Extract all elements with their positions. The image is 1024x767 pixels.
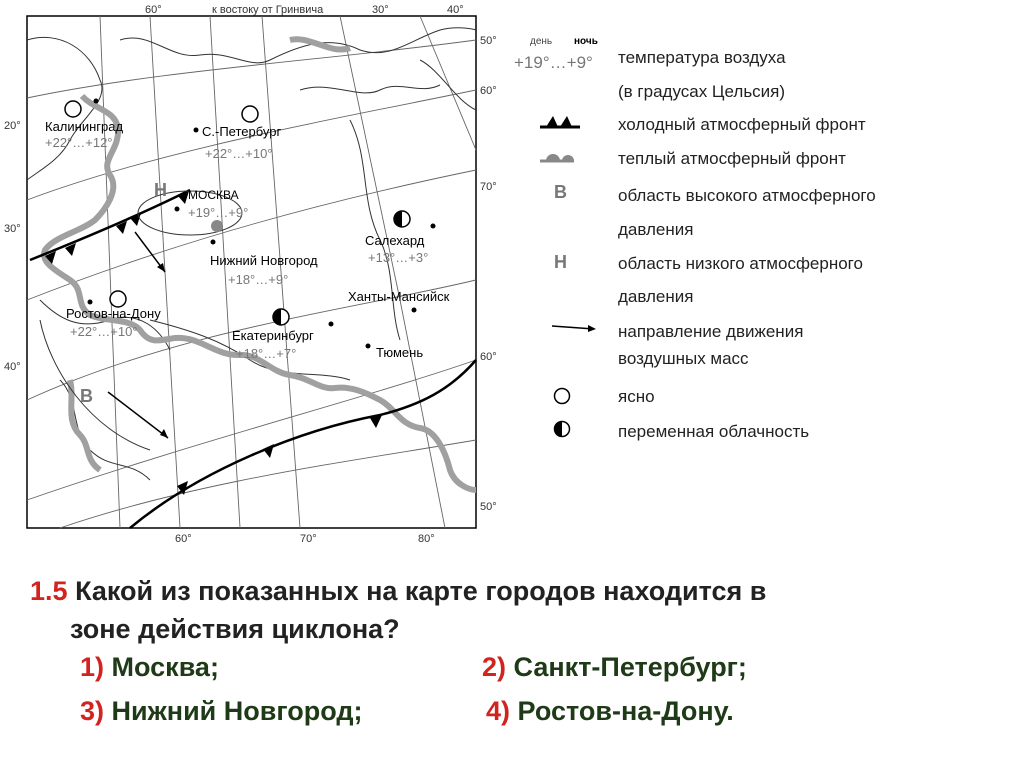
- answer-text: Санкт-Петербург;: [513, 652, 747, 682]
- lon-label: 60°: [145, 4, 162, 16]
- legend-item-cold-front: холодный атмосферный фронт: [618, 115, 866, 134]
- lon-label: 70°: [300, 533, 317, 545]
- answer-text: Нижний Новгород;: [111, 696, 363, 726]
- legend-item-low-pressure: область низкого атмосферного: [618, 254, 863, 273]
- lat-label: 30°: [4, 223, 21, 235]
- city-label: МОСКВА: [188, 188, 239, 202]
- variable-cloud-icon: [394, 211, 410, 227]
- answer-number: 4): [486, 696, 511, 726]
- city-label: Тюмень: [376, 345, 424, 360]
- air-mass-arrow-icon: [550, 320, 600, 336]
- answer-text: Москва;: [111, 652, 219, 682]
- clear-sky-icon: [552, 386, 572, 406]
- clear-sky-icon: [242, 106, 258, 122]
- low-pressure-letter: Н: [154, 180, 167, 200]
- city-label: Калининград: [45, 119, 124, 134]
- city-label: Салехард: [365, 233, 425, 248]
- legend-item-temperature: температура воздуха: [618, 48, 786, 67]
- warm-front-icon: [538, 146, 582, 166]
- legend-item-variable-cloud: переменная облачность: [618, 422, 810, 441]
- variable-cloud-icon: [552, 419, 572, 439]
- high-pressure-letter: В: [80, 386, 93, 406]
- lat-label: 40°: [4, 361, 21, 373]
- answer-number: 1): [80, 652, 105, 682]
- clear-sky-icon: [110, 291, 126, 307]
- legend-item-air-movement-cont: воздушных масс: [618, 349, 749, 368]
- legend-item-high-pressure-cont: давления: [618, 220, 694, 239]
- lat-label: 60°: [480, 351, 497, 363]
- answer-option-2[interactable]: [482, 652, 747, 683]
- answer-option-3[interactable]: [80, 696, 363, 727]
- lat-label: 70°: [480, 181, 497, 193]
- city-temp: +13°…+3°: [368, 250, 429, 265]
- city-temp: +22°…+12°: [45, 135, 113, 150]
- weather-map: [0, 0, 506, 552]
- legend-item-temperature-units: (в градусах Цельсия): [618, 82, 786, 101]
- answer-number: 2): [482, 652, 507, 682]
- clear-sky-icon: [65, 101, 81, 117]
- map-canvas: [0, 0, 506, 552]
- map-header: к востоку от Гринвича: [212, 4, 324, 16]
- cold-front-icon: [538, 112, 582, 132]
- city-temp: +22°…+10°: [70, 324, 138, 339]
- question-line1: Какой из показанных на карте городов находится в: [75, 576, 767, 606]
- city-label: Екатеринбург: [232, 328, 314, 343]
- city-temp: +18°…+9°: [228, 272, 289, 287]
- question-number: 1.5: [30, 576, 68, 606]
- variable-cloud-icon: [273, 309, 289, 325]
- city-temp: +22°…+10°: [205, 146, 273, 161]
- city-label: С.-Петербург: [202, 124, 282, 139]
- question-text: [30, 572, 1010, 648]
- lon-label: 60°: [175, 533, 192, 545]
- city-label: Ростов-на-Дону: [66, 306, 161, 321]
- answer-option-4[interactable]: [486, 696, 734, 727]
- legend-item-clear: ясно: [618, 387, 655, 406]
- legend-item-high-pressure: область высокого атмосферного: [618, 186, 876, 205]
- legend-night-label: ночь: [574, 36, 598, 47]
- lat-label: 20°: [4, 120, 21, 132]
- lat-label: 50°: [480, 501, 497, 513]
- legend-item-warm-front: теплый атмосферный фронт: [618, 149, 846, 168]
- legend-item-low-pressure-cont: давления: [618, 287, 694, 306]
- lon-label: 80°: [418, 533, 435, 545]
- answer-number: 3): [80, 696, 105, 726]
- question-line2: зоне действия циклона?: [70, 614, 400, 644]
- low-pressure-icon: Н: [554, 252, 567, 272]
- map-legend: [510, 26, 1010, 456]
- lon-label: 40°: [447, 4, 464, 16]
- city-label: Нижний Новгород: [210, 253, 318, 268]
- answer-option-1[interactable]: [80, 652, 219, 683]
- lat-label: 50°: [480, 35, 497, 47]
- answer-text: Ростов-на-Дону.: [517, 696, 734, 726]
- legend-sample-temp: +19°…+9°: [514, 53, 593, 72]
- legend-day-label: день: [530, 36, 553, 47]
- lon-label: 30°: [372, 4, 389, 16]
- lat-label: 60°: [480, 85, 497, 97]
- cloudy-icon: [211, 220, 223, 232]
- city-temp: +19°…+9°: [188, 205, 249, 220]
- legend-item-air-movement: направление движения: [618, 322, 804, 341]
- city-label: Ханты-Мансийск: [348, 289, 450, 304]
- city-temp: +18°…+7°: [236, 346, 297, 361]
- high-pressure-icon: В: [554, 182, 567, 202]
